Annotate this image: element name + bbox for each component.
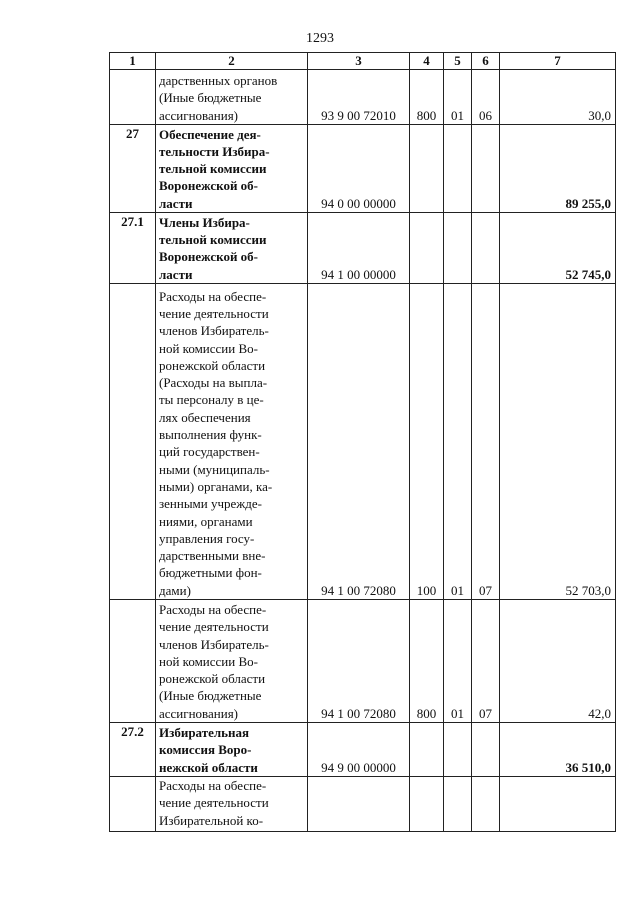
column-header: 3 <box>308 53 410 70</box>
column-header: 5 <box>444 53 472 70</box>
row-col4: 100 <box>410 284 444 600</box>
table-row <box>110 213 616 284</box>
row-col5 <box>444 213 472 284</box>
row-col4: 800 <box>410 600 444 723</box>
table-row <box>110 125 616 213</box>
row-description: Члены Избира- тельной комиссии Воронежской об- ласти <box>156 213 308 284</box>
page-number: 1293 <box>306 31 334 46</box>
column-header: 4 <box>410 53 444 70</box>
row-amount <box>500 777 616 832</box>
row-col5 <box>444 125 472 213</box>
row-description: Расходы на обеспе- чение деятельности членов Избиратель- ной комиссии Во- ронежской области (Иные бюджетные ассигнования) <box>156 600 308 723</box>
row-col6 <box>472 213 500 284</box>
row-number: 27.1 <box>110 213 156 284</box>
table-row <box>110 777 616 832</box>
row-amount: 52 703,0 <box>500 284 616 600</box>
row-number <box>110 284 156 600</box>
table-row <box>110 723 616 777</box>
column-header: 1 <box>110 53 156 70</box>
row-number: 27.2 <box>110 723 156 777</box>
row-col6: 07 <box>472 600 500 723</box>
row-description: Расходы на обеспе- чение деятельности Избирательной ко- <box>156 777 308 832</box>
row-col6: 06 <box>472 70 500 125</box>
table-row <box>110 284 616 600</box>
column-header: 2 <box>156 53 308 70</box>
row-col4: 800 <box>410 70 444 125</box>
row-col5: 01 <box>444 284 472 600</box>
row-description: Расходы на обеспе- чение деятельности членов Избиратель- ной комиссии Во- ронежской области (Расходы на выпла- ты персоналу в це- лях обеспечения выполнения функ- ций государствен- ными (муниципаль- ными) органами, ка- зенными учрежде- ниями, органами управления госу- дарственными вне- бюджетными фон- дами) <box>156 284 308 600</box>
row-code: 94 1 00 72080 <box>308 284 410 600</box>
row-col6 <box>472 777 500 832</box>
row-col5 <box>444 777 472 832</box>
row-col6: 07 <box>472 284 500 600</box>
row-col6 <box>472 723 500 777</box>
row-amount: 52 745,0 <box>500 213 616 284</box>
table-header-row <box>110 53 616 70</box>
row-col5: 01 <box>444 70 472 125</box>
row-col4 <box>410 723 444 777</box>
row-number <box>110 600 156 723</box>
row-number <box>110 777 156 832</box>
row-description: дарственных органов (Иные бюджетные ассигнования) <box>156 70 308 125</box>
row-col5: 01 <box>444 600 472 723</box>
row-col4 <box>410 125 444 213</box>
row-col6 <box>472 125 500 213</box>
row-amount: 36 510,0 <box>500 723 616 777</box>
row-amount: 89 255,0 <box>500 125 616 213</box>
row-amount: 30,0 <box>500 70 616 125</box>
column-header: 7 <box>500 53 616 70</box>
row-code: 94 0 00 00000 <box>308 125 410 213</box>
row-number <box>110 70 156 125</box>
row-col4 <box>410 777 444 832</box>
row-amount: 42,0 <box>500 600 616 723</box>
row-code <box>308 777 410 832</box>
row-code: 94 1 00 00000 <box>308 213 410 284</box>
table-row <box>110 600 616 723</box>
row-description: Обеспечение дея- тельности Избира- тельной комиссии Воронежской об- ласти <box>156 125 308 213</box>
row-code: 94 9 00 00000 <box>308 723 410 777</box>
column-header: 6 <box>472 53 500 70</box>
budget-table <box>109 52 616 832</box>
row-description: Избирательная комиссия Воро- нежской области <box>156 723 308 777</box>
table-row <box>110 70 616 125</box>
row-number: 27 <box>110 125 156 213</box>
row-col5 <box>444 723 472 777</box>
row-code: 94 1 00 72080 <box>308 600 410 723</box>
row-col4 <box>410 213 444 284</box>
row-code: 93 9 00 72010 <box>308 70 410 125</box>
